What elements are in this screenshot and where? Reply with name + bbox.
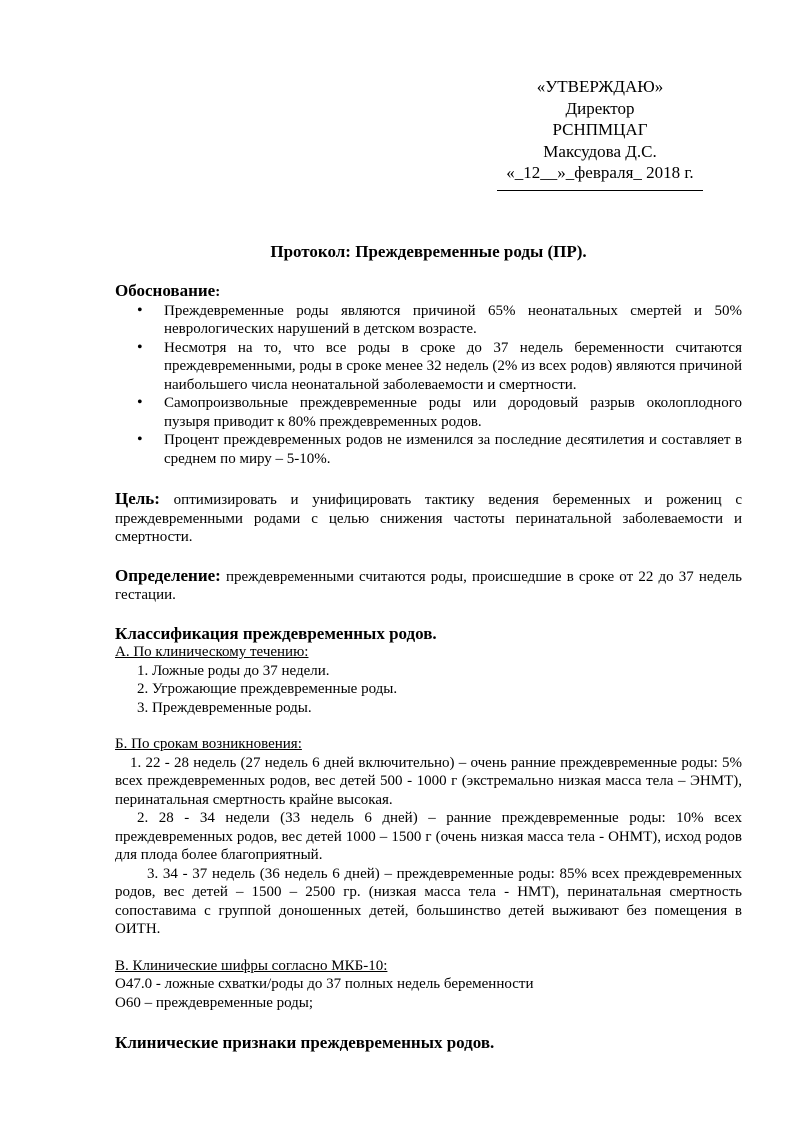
- classification-b-item-3: 3. 34 - 37 недель (36 недель 6 дней) – преждевременные роды: 85% всех преждевременных родов, вес детей – 1500 – 2500 гр. (низкая масса тела - НМТ), перинатальная смертность сопоставима с группой доношенных детей, большинство детей выживают без помещения в ОИТН.: [115, 865, 742, 937]
- list-item: 3. Преждевременные роды.: [137, 699, 312, 716]
- signature-line: [497, 190, 703, 191]
- rationale-heading: Обоснование: [115, 281, 216, 300]
- definition-heading: Определение:: [115, 565, 221, 585]
- rationale-bullet: • Несмотря на то, что все роды в сроке до 37 недель беременности считаются преждевременными, роды в сроке менее 32 недель (2% из всех родов) являются причиной наибольшего числа неонатальной заболеваемости и смертности.: [115, 339, 742, 395]
- clinical-signs-heading: Клинические признаки преждевременных родов.: [115, 1033, 495, 1052]
- icd-code-line-1: О47.0 - ложные схватки/роды до 37 полных недель беременности: [115, 976, 534, 992]
- rationale-bullet: • Преждевременные роды являются причиной 65% неонатальных смертей и 50% неврологических нарушений в детском возрасте.: [115, 302, 742, 339]
- classification-a-list: [115, 662, 742, 718]
- classification-b-item-1: 1. 22 - 28 недель (27 недель 6 дней включительно) – очень ранние преждевременные роды: 5% всех преждевременных родов, вес детей 500 - 1000 г (экстремально низкая масса тела – ЭНМТ), перинатальная смертность крайне высокая.: [115, 754, 742, 808]
- classification-c-heading: В. Клинические шифры согласно МКБ-10:: [115, 957, 388, 974]
- approval-line-1: «УТВЕРЖДАЮ»: [536, 77, 664, 96]
- classification-b-heading: Б. По срокам возникновения:: [115, 736, 302, 752]
- approval-date: «_12__»_февраля_ 2018 г.: [506, 163, 694, 182]
- approval-line-3: РСНПМЦАГ: [552, 120, 648, 139]
- list-item: 2. Угрожающие преждевременные роды.: [137, 681, 398, 697]
- rationale-heading-row: [115, 282, 742, 302]
- classification-a-heading: А. По клиническому течению:: [115, 644, 309, 660]
- document-body: [115, 282, 742, 1053]
- document-title: Протокол: Преждевременные роды (ПР).: [270, 242, 587, 261]
- rationale-list: [115, 302, 742, 469]
- rationale-bullet: • Процент преждевременных родов не изменился за последние десятилетия и составляет в среднем по миру – 5-10%.: [115, 431, 742, 468]
- rationale-bullet: • Самопроизвольные преждевременные роды или дородовый разрыв околоплодного пузыря приводит к 80% преждевременных родов.: [115, 394, 742, 431]
- definition-paragraph: [115, 567, 742, 605]
- classification-b-item-2: 2. 28 - 34 недели (33 недель 6 дней) – ранние преждевременные роды: 10% всех преждевременных родов, вес детей 1000 – 1500 г (очень низкая масса тела - ОНМТ), исход родов для плода более благоприятный.: [115, 810, 742, 863]
- definition-text: преждевременными считаются роды, происшедшие в сроке от 22 до 37 недель гестации.: [115, 568, 742, 603]
- icd-code-line-2: О60 – преждевременные роды;: [115, 994, 314, 1011]
- goal-paragraph: [115, 490, 742, 547]
- goal-text: оптимизировать и унифицировать тактику ведения беременных и рожениц с преждевременными родами с целью снижения частоты перинатальной заболеваемости и смертности.: [115, 492, 742, 545]
- approval-line-4: Максудова Д.С.: [543, 141, 657, 161]
- approval-line-2: Директор: [565, 98, 635, 118]
- list-item: 1. Ложные роды до 37 недели.: [137, 662, 330, 679]
- rationale-colon: :: [215, 284, 221, 300]
- approval-block: [480, 76, 720, 191]
- classification-heading: Классификация преждевременных родов.: [115, 623, 437, 643]
- goal-heading: Цель:: [115, 489, 160, 508]
